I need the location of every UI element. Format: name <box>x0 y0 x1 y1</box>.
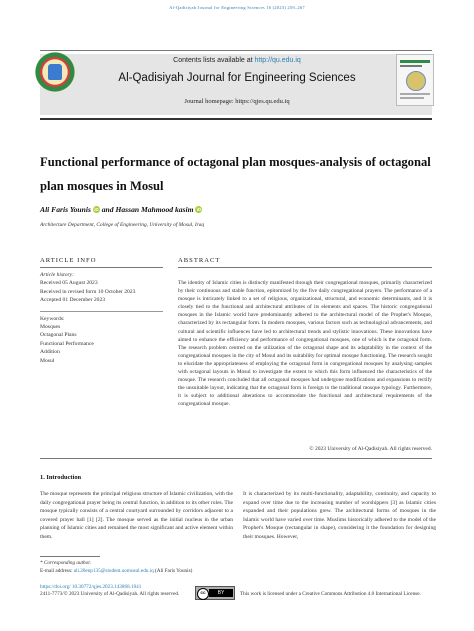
contents-prefix: Contents lists available at <box>173 57 255 64</box>
keyword: Functional Performance <box>40 340 94 347</box>
paper-title-line-1: Functional performance of octagonal plan mosques-analysis of octagonal <box>40 155 431 169</box>
keyword: Octagonal Plans <box>40 332 77 339</box>
cc-label: cc <box>197 588 209 600</box>
by-label: BY <box>209 589 233 597</box>
issn-line: 2411-7773/© 2023 University of Al-Qadisiyah. All rights reserved. <box>40 591 180 597</box>
email-owner: (Ali Faris Younis) <box>153 568 193 574</box>
copyright-notice: © 2023 University of Al-Qadisiyah. All rights reserved. <box>309 446 432 452</box>
email-label: E-mail address: <box>40 568 74 574</box>
footnote-rule <box>40 556 100 557</box>
revised-date: Received in revised form 10 October 2023 <box>40 288 136 295</box>
abstract-heading: ABSTRACT <box>178 257 221 264</box>
paper-title-line-2: plan mosques in Mosul <box>40 179 164 193</box>
affiliation: Architecture Department, College of Engineering, University of Mosul, Iraq <box>40 222 205 228</box>
doi-link[interactable]: https://doi.org/ 10.30772/qjes.2023.143868.1041 <box>40 584 142 590</box>
paper-title <box>40 150 440 198</box>
abstract-text: The identity of Islamic cities is distinctly manifested through their congregational mosques, primarily characterized by their continuous and stable function, epitomized by the five daily congregational prayers. The performance of a mosque is intricately linked to a set of religious, organizational, structural, and economic determinants, and it is closely tied to the functional and architectural attributes of its elements and spaces. The historic congregational mosques in the Islamic world have predominantly adhered to the architectural model of the Prophet's Mosque, characterized by its rectangular form. In modern mosques, various factors such as technological advancements, and cultural and scientific influences have led to architectural trends and stylistic innovations. These innovations have aimed to enhance the efficiency and performance of congregational mosques, one of which is the octagonal form. The research problem centred on the utilization of the octagonal shape and its adaptability in the context of the congregational mosques in the city of Mosul and its suitability for optimal mosque functioning. The research sought to elucidate the appropriateness of employing the octagonal form in congregational mosques by analysing samples with octagonal layouts in Mosul to investigate the extent to which this form influenced the characteristics of the mosque. The research concluded that all octagonal mosques had undergone modifications and expansions to rectify the unsuitable layout, indicating that the octagonal form is foreign to the traditional mosque typology. Furthermore, it is subject to additional alterations to accommodate the functional and architectural requirements of the congregational mosque. <box>178 280 432 408</box>
homepage-prefix: Journal homepage: <box>184 98 236 105</box>
contents-line <box>0 57 474 64</box>
keywords-label: Keywords: <box>40 315 65 322</box>
received-date: Received 05 August 2023 <box>40 280 98 287</box>
email-link[interactable]: ali.20enp135@student.uomosul.edu.iq <box>73 568 154 574</box>
author-1: Ali Faris Younis <box>40 205 91 214</box>
journal-site-link[interactable]: http://qu.edu.iq <box>254 57 301 64</box>
orcid-icon[interactable]: iD <box>94 207 99 212</box>
abstract-bottom-rule <box>40 458 432 459</box>
info-divider <box>40 305 163 312</box>
author-joiner: and Hassan Mahmood kasim <box>101 205 194 214</box>
article-info-rule <box>40 267 163 268</box>
orcid-icon[interactable]: iD <box>196 207 202 212</box>
abstract-rule <box>178 267 432 268</box>
article-info-heading: ARTICLE INFO <box>40 257 97 264</box>
journal-title: Al-Qadisiyah Journal for Engineering Sciences <box>118 72 356 84</box>
homepage-url[interactable]: https://qjes.qu.edu.iq <box>235 98 290 105</box>
introduction-right-column: It is characterized by its multi-functionality, adaptability, continuity, and capacity to expand over time due to the increasing number of worshippers [3] as Islamic cities expanded and their populations grew. The architectural forms of mosques in the Islamic world have varied over time. Muslims historically adhered to the model of the Prophet's Mosque (rectangular in shape), considering it the foundation for designing their mosques. However, <box>243 491 436 540</box>
header-top-rule <box>40 50 432 51</box>
homepage-line <box>0 98 474 105</box>
author-list <box>40 205 202 214</box>
keyword: Mosul <box>40 357 55 364</box>
journal-citation-line: Al-Qadisiyah Journal for Engineering Sciences 16 (2023) 259–267 <box>169 5 305 10</box>
keyword: Mosques <box>40 324 61 331</box>
history-label: Article history: <box>40 272 75 278</box>
keyword: Addition <box>40 349 60 356</box>
email-line <box>40 567 192 575</box>
introduction-left-column: The mosque represents the principal religious structure of Islamic civilization, with the daily congregational prayer being its central function, in addition to its other roles. The mosque typically consists of a central courtyard surrounded by corridors adjacent to a covered prayer hall [1] [2]. The mosque served as the initial nucleus in the urban planning of Islamic cities and remained the most significant and active element within them. <box>40 491 233 540</box>
cc-by-badge-icon[interactable] <box>195 586 235 600</box>
article-info-box <box>40 271 163 365</box>
corresponding-footnote <box>40 559 192 575</box>
introduction-heading: 1. Introduction <box>40 474 82 481</box>
accepted-date: Accepted 01 December 2023 <box>40 297 106 304</box>
corresponding-label: * Corresponding author. <box>40 560 91 566</box>
license-text: This work is licensed under a Creative Commons Attribution 4.0 International License. <box>240 591 421 597</box>
header-bottom-rule <box>40 118 432 120</box>
